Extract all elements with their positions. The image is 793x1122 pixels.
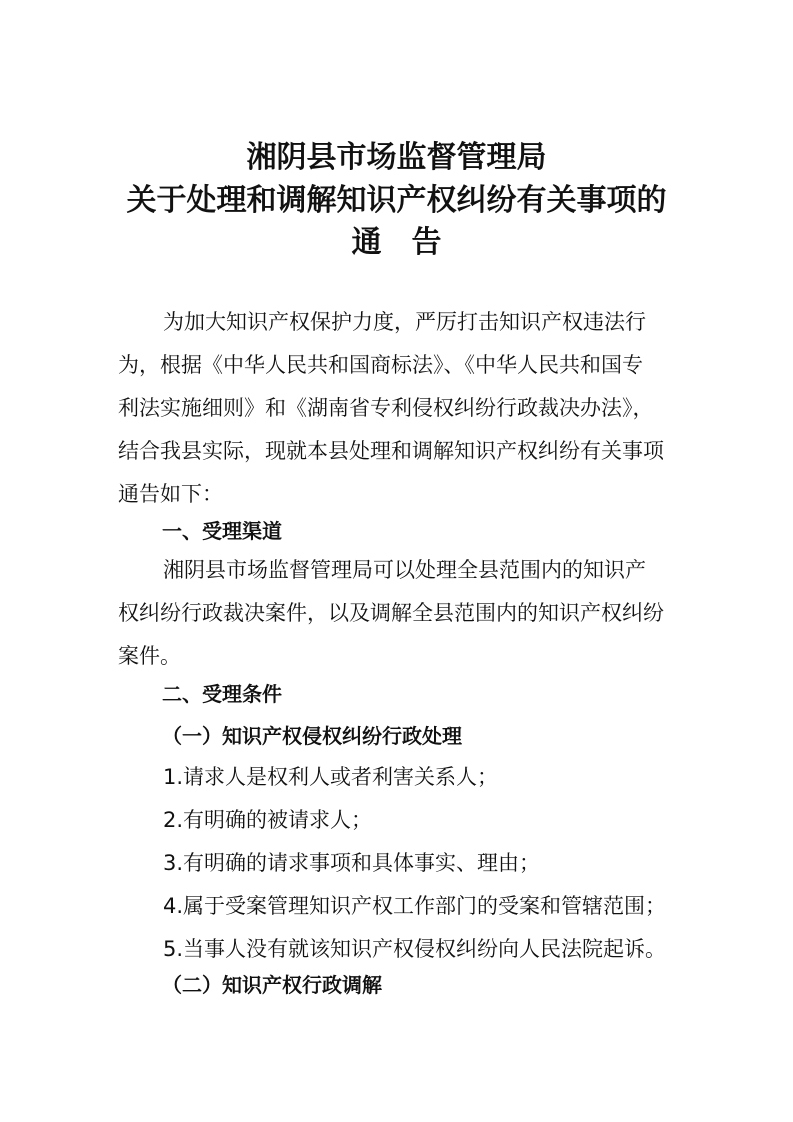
intro-line: 为，根据《中华人民共和国商标法》、《中华人民共和国专 bbox=[118, 353, 643, 377]
condition-item: 2.有明确的被请求人； bbox=[163, 808, 373, 832]
title-line-3-part-2: 告 bbox=[411, 225, 442, 260]
section-heading: 二、受理条件 bbox=[162, 682, 282, 706]
intro-line: 利法实施细则》和《湖南省专利侵权纠纷行政裁决办法》， bbox=[118, 396, 654, 420]
subsection-heading: （二）知识产权行政调解 bbox=[162, 973, 382, 997]
section1-line: 案件。 bbox=[118, 644, 181, 668]
title-line-1: 湘阴县市场监督管理局 bbox=[246, 140, 547, 175]
intro-line: 为加大知识产权保护力度，严厉打击知识产权违法行 bbox=[163, 310, 646, 334]
condition-item: 5.当事人没有就该知识产权侵权纠纷向人民法院起诉。 bbox=[163, 937, 667, 961]
intro-line: 通告如下： bbox=[118, 482, 223, 506]
condition-item: 3.有明确的请求事项和具体事实、理由； bbox=[163, 851, 541, 875]
subsection-heading: （一）知识产权侵权纠纷行政处理 bbox=[162, 724, 462, 748]
section1-line: 湘阴县市场监督管理局可以处理全县范围内的知识产 bbox=[163, 558, 646, 582]
intro-line: 结合我县实际，现就本县处理和调解知识产权纠纷有关事项 bbox=[118, 439, 664, 463]
condition-item: 1.请求人是权利人或者利害关系人； bbox=[163, 765, 499, 789]
title-line-3-part-1: 通 bbox=[351, 225, 382, 260]
section1-line: 权纠纷行政裁决案件，以及调解全县范围内的知识产权纠纷 bbox=[118, 601, 664, 625]
title-line-3 bbox=[0, 222, 793, 264]
section-heading: 一、受理渠道 bbox=[162, 519, 282, 543]
condition-item: 4.属于受案管理知识产权工作部门的受案和管辖范围； bbox=[163, 894, 667, 918]
title-line-2: 关于处理和调解知识产权纠纷有关事项的 bbox=[126, 183, 667, 218]
